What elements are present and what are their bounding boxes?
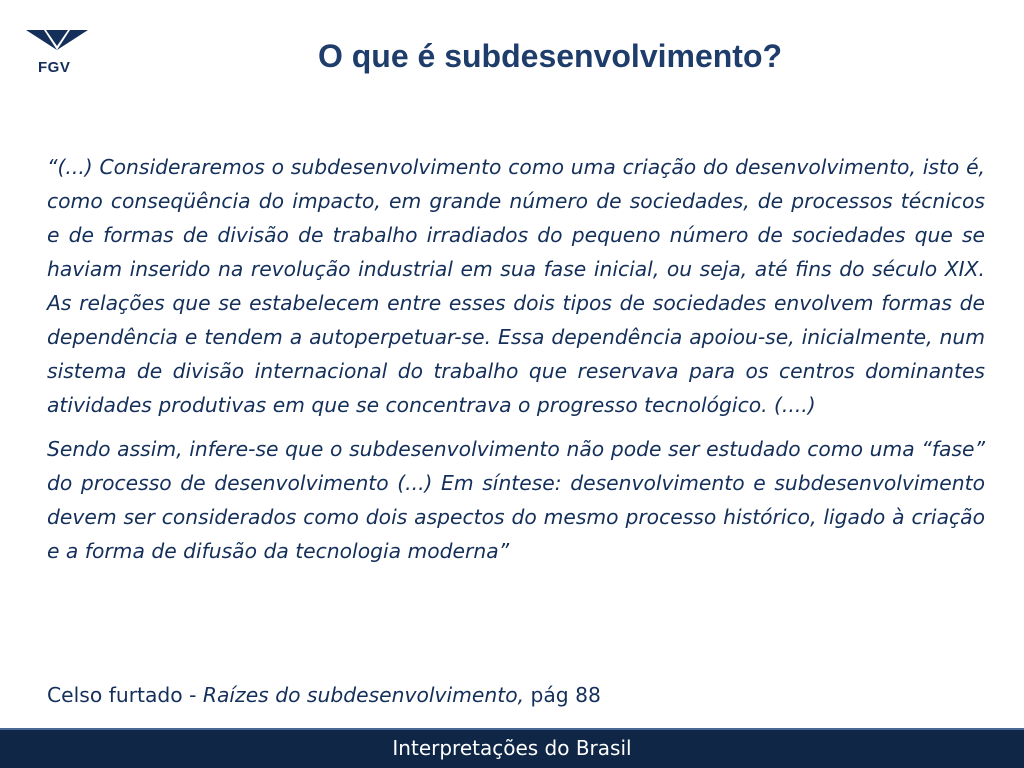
citation-work: Raízes do subdesenvolvimento, <box>202 683 525 707</box>
fgv-logo-icon <box>26 28 88 58</box>
slide-title: O que é subdesenvolvimento? <box>317 38 783 74</box>
logo-text: FGV <box>38 59 71 76</box>
citation-author: Celso furtado - <box>47 683 203 707</box>
citation-page: pág 88 <box>524 683 601 707</box>
citation <box>47 678 601 712</box>
fgv-logo <box>26 28 88 78</box>
quote-block <box>47 150 985 568</box>
quote-paragraph-2: Sendo assim, infere-se que o subdesenvolvimento não pode ser estudado como uma “fase” do processo de desenvolvimento (...) Em síntese: desenvolvimento e subdesenvolvimento devem ser considerados como dois aspectos do mesmo processo histórico, ligado à criação e a forma de difusão da tecnologia moderna” <box>47 437 985 563</box>
footer-text: Interpretações do Brasil <box>392 736 632 760</box>
quote-paragraph-1: “(...) Consideraremos o subdesenvolvimento como uma criação do desenvolvimento, isto é, como conseqüência do impacto, em grande número de sociedades, de processos técnicos e de formas de divisão de trabalho irradiados do pequeno número de sociedades que se haviam inserido na revolução industrial em sua fase inicial, ou seja, até fins do século XIX. As relações que se estabelecem entre esses dois tipos de sociedades envolvem formas de dependência e tendem a autoperpetuar-se. Essa dependência apoiou-se, inicialmente, num sistema de divisão internacional do trabalho que reservava para os centros dominantes atividades produtivas em que se concentrava o progresso tecnológico. (....) <box>47 155 985 417</box>
footer-bar <box>0 728 1024 768</box>
